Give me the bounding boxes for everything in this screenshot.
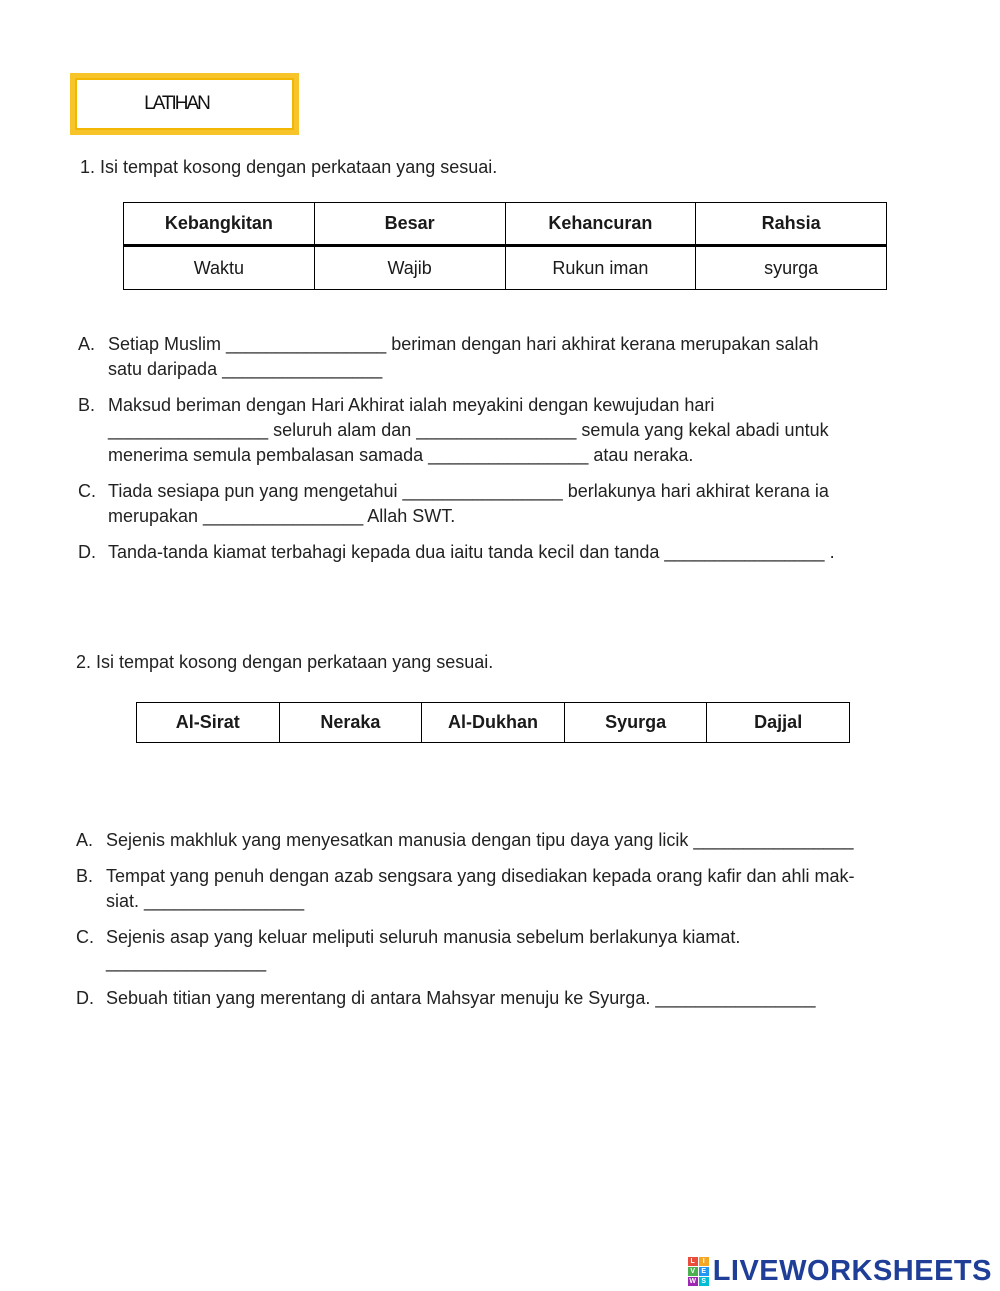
question-line: merupakan ________________ Allah SWT. — [108, 506, 456, 526]
word-cell: Rukun iman — [505, 246, 696, 290]
section1-heading: 1. Isi tempat kosong dengan perkataan yang sesuai. — [80, 157, 498, 177]
question-line: Tempat yang penuh dengan azab sengsara yang disediakan kepada orang kafir dan ahli mak- — [106, 866, 855, 886]
question-label: D. — [76, 988, 94, 1008]
section2-heading: 2. Isi tempat kosong dengan perkataan yang sesuai. — [76, 652, 494, 672]
question-item-d — [76, 986, 855, 1011]
question-label: D. — [78, 542, 96, 562]
question-label: B. — [78, 395, 96, 415]
logo-block: V — [688, 1267, 698, 1276]
section2-word-table — [136, 702, 850, 743]
question-label: A. — [78, 334, 96, 354]
logo-block: I — [699, 1257, 709, 1266]
word-table-row — [137, 703, 850, 743]
liveworksheets-logo[interactable] — [688, 1254, 992, 1288]
word-cell: Kehancuran — [505, 203, 696, 246]
logo-block: E — [699, 1267, 709, 1276]
word-cell: Al-Sirat — [137, 703, 280, 743]
question-label: A. — [76, 830, 94, 850]
question-line: Sebuah titian yang merentang di antara Mahsyar menuju ke Syurga. ________________ — [106, 988, 816, 1008]
question-line: Maksud beriman dengan Hari Akhirat ialah meyakini dengan kewujudan hari — [108, 395, 715, 415]
question-line: Sejenis makhluk yang menyesatkan manusia dengan tipu daya yang licik ________________ — [106, 830, 854, 850]
logo-block: W — [689, 1277, 696, 1285]
question-item-b — [78, 393, 835, 468]
question-label: B. — [76, 866, 94, 886]
word-cell: Syurga — [564, 703, 707, 743]
question-item-a — [78, 332, 835, 382]
question-item-c — [78, 479, 835, 529]
word-cell: Kebangkitan — [124, 203, 315, 246]
question-label: C. — [76, 927, 94, 947]
question-line: ________________ — [106, 952, 267, 972]
word-cell: syurga — [696, 246, 887, 290]
logo-blocks-icon — [688, 1257, 709, 1286]
question-line: ________________ seluruh alam dan ________________ semula yang kekal abadi untuk — [108, 420, 829, 440]
question-item-d — [78, 540, 835, 565]
logo-text: LIVEWORKSHEETS — [712, 1254, 992, 1287]
question-item-a — [76, 828, 855, 853]
question-label: C. — [78, 481, 96, 501]
word-cell: Al-Dukhan — [422, 703, 565, 743]
word-cell: Rahsia — [696, 203, 887, 246]
section1-word-table — [123, 202, 887, 290]
question-line: Setiap Muslim ________________ beriman dengan hari akhirat kerana merupakan salah — [108, 334, 819, 354]
word-table-row — [124, 203, 887, 246]
page-title: LATIHAN — [144, 93, 209, 114]
question-item-c — [76, 925, 855, 975]
question-line: menerima semula pembalasan samada ________________ atau neraka. — [108, 445, 694, 465]
question-line: siat. ________________ — [106, 891, 305, 911]
question-item-b — [76, 864, 855, 914]
logo-block: S — [699, 1277, 709, 1286]
section2-question-list — [76, 828, 855, 1011]
word-table-row — [124, 246, 887, 290]
word-cell: Dajjal — [707, 703, 850, 743]
question-line: Tanda-tanda kiamat terbahagi kepada dua iaitu tanda kecil dan tanda ________________ . — [108, 542, 835, 562]
word-cell: Besar — [314, 203, 505, 246]
section1-question-list — [78, 332, 835, 565]
question-line: Tiada sesiapa pun yang mengetahui ________________ berlakunya hari akhirat kerana ia — [108, 481, 829, 501]
title-box — [70, 73, 299, 135]
word-cell: Waktu — [124, 246, 315, 290]
title-inner — [75, 78, 294, 130]
logo-block: L — [688, 1257, 698, 1266]
question-line: satu daripada ________________ — [108, 359, 383, 379]
word-cell: Neraka — [279, 703, 422, 743]
word-cell: Wajib — [314, 246, 505, 290]
question-line: Sejenis asap yang keluar meliputi seluruh manusia sebelum berlakunya kiamat. — [106, 927, 741, 947]
